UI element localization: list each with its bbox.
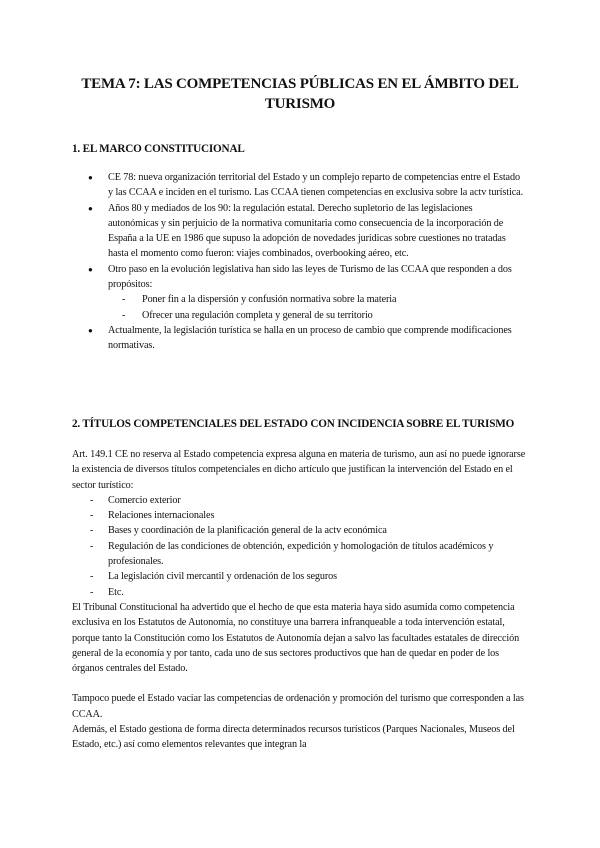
section-1-bullet-list: [72, 170, 524, 354]
competence-item: - Comercio exterior: [72, 493, 528, 508]
paragraph-tribunal: El Tribunal Constitucional ha advertido que el hecho de que esta materia haya sido asumida como competencia exclusiva en los Estatutos de Autonomía, no constituye una barrera infranqueable a toda intervención estatal, porque tanto la Constitución como los Estatutos de Autonomía dejan a salvo las facultades estatales de dirección general de la economía y por tanto, cada uno de sus sectores productivos que han de quedar en poder de los órganos centrales del Estado.: [72, 601, 520, 675]
paragraph-spacer: [72, 676, 528, 691]
bullet-item: [72, 323, 524, 354]
competence-item: - Etc.: [72, 585, 528, 600]
sub-list: [108, 292, 524, 323]
bullet-item: [72, 262, 524, 323]
competence-item: - Regulación de las condiciones de obtención, expedición y homologación de títulos académicos y profesionales.: [72, 539, 528, 570]
competence-item: - La legislación civil mercantil y ordenación de los seguros: [72, 569, 528, 584]
bullet-text: Otro paso en la evolución legislativa han sido las leyes de Turismo de las CCAA que responden a dos propósitos:: [108, 263, 512, 291]
section-2-body: [72, 447, 528, 753]
sub-list-item: - Ofrecer una regulación completa y general de su territorio: [108, 308, 524, 323]
section-1-heading: 1. EL MARCO CONSTITUCIONAL: [72, 143, 245, 155]
competence-item: - Bases y coordinación de la planificación general de la actv económica: [72, 523, 528, 538]
bullet-text: Años 80 y mediados de los 90: la regulación estatal. Derecho supletorio de las legislaciones autonómicas y sin perjuicio de la normativa comunitaria como consecuencia de la incorporación de España a la UE en 1986 que supuso la adopción de novedades jurídicas sobre cuestiones no tratadas hasta el momento como fueron: viajes combinados, overbooking aéreo, etc.: [108, 202, 506, 260]
section-2-intro: Art. 149.1 CE no reserva al Estado competencia expresa alguna en materia de turismo, aun así no puede ignorarse la existencia de diversos títulos competenciales en dicho artículo que justifican la intervención del Estado en el sector turístico:: [72, 449, 526, 491]
section-2-heading: 2. TÍTULOS COMPETENCIALES DEL ESTADO CON INCIDENCIA SOBRE EL TURISMO: [72, 418, 515, 430]
bullet-item: [72, 201, 524, 262]
bullet-text: CE 78: nueva organización territorial del Estado y un complejo reparto de competencias entre el Estado y las CCAA e inciden en el turismo. Las CCAA tienen competencias en exclusiva sobre la actv turística.: [108, 172, 524, 199]
bullet-item: [72, 170, 524, 201]
competence-item: - Relaciones internacionales: [72, 508, 528, 523]
paragraph-recursos: Además, el Estado gestiona de forma directa determinados recursos turísticos (Parques Nacionales, Museos del Estado, etc.) así como elementos relevantes que integran la: [72, 724, 515, 751]
sub-list-item: - Poner fin a la dispersión y confusión normativa sobre la materia: [108, 292, 524, 307]
bullet-text: Actualmente, la legislación turística se halla en un proceso de cambio que comprende modificaciones normativas.: [108, 324, 512, 352]
competence-list: [72, 493, 528, 600]
paragraph-ccaa: Tampoco puede el Estado vaciar las competencias de ordenación y promoción del turismo que corresponden a las CCAA.: [72, 693, 524, 720]
document-title: TEMA 7: LAS COMPETENCIAS PÚBLICAS EN EL ÁMBITO DEL TURISMO: [81, 76, 519, 112]
